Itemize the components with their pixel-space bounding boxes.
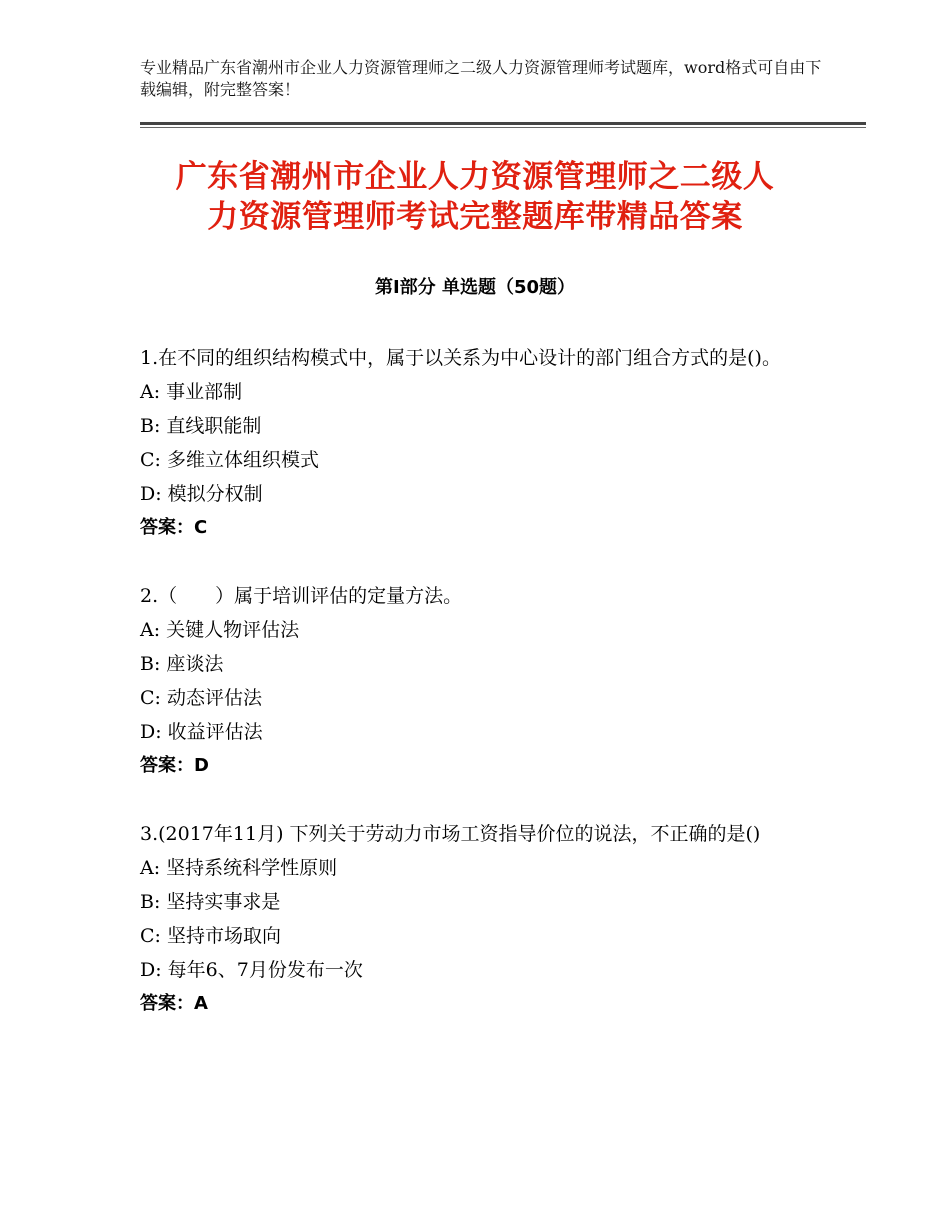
option-b: B: 座谈法 (140, 653, 224, 675)
section-title: 第Ⅰ部分 单选题（50题） (374, 277, 575, 298)
question-list (140, 341, 810, 1055)
option-c: C: 坚持市场取向 (140, 925, 281, 947)
option-a: A: 事业部制 (140, 381, 243, 403)
question-stem: 2.（ ）属于培训评估的定量方法。 (140, 585, 463, 607)
answer: 答案：C (140, 517, 208, 538)
option-b: B: 直线职能制 (140, 415, 262, 437)
header-divider-thin (140, 127, 866, 128)
question-stem: 3.(2017年11月) 下列关于劳动力市场工资指导价位的说法，不正确的是() (140, 823, 761, 845)
header-note: 专业精品广东省潮州市企业人力资源管理师之二级人力资源管理师考试题库，word格式可自由下载编辑，附完整答案！ (140, 58, 822, 99)
question-1 (140, 341, 810, 545)
title-line-2: 力资源管理师考试完整题库带精品答案 (207, 199, 743, 235)
option-c: C: 动态评估法 (140, 687, 262, 709)
option-b: B: 坚持实事求是 (140, 891, 281, 913)
header-divider-thick (140, 122, 866, 125)
option-a: A: 关键人物评估法 (140, 619, 300, 641)
question-2 (140, 579, 810, 783)
option-c: C: 多维立体组织模式 (140, 449, 319, 471)
title-line-1: 广东省潮州市企业人力资源管理师之二级人 (175, 159, 775, 195)
answer: 答案：A (140, 993, 208, 1014)
option-d: D: 收益评估法 (140, 721, 263, 743)
question-stem: 1.在不同的组织结构模式中，属于以关系为中心设计的部门组合方式的是()。 (140, 347, 781, 369)
option-d: D: 模拟分权制 (140, 483, 263, 505)
option-a: A: 坚持系统科学性原则 (140, 857, 338, 879)
question-3 (140, 817, 810, 1021)
option-d: D: 每年6、7月份发布一次 (140, 959, 363, 981)
document-title (100, 157, 850, 237)
answer: 答案：D (140, 755, 209, 776)
